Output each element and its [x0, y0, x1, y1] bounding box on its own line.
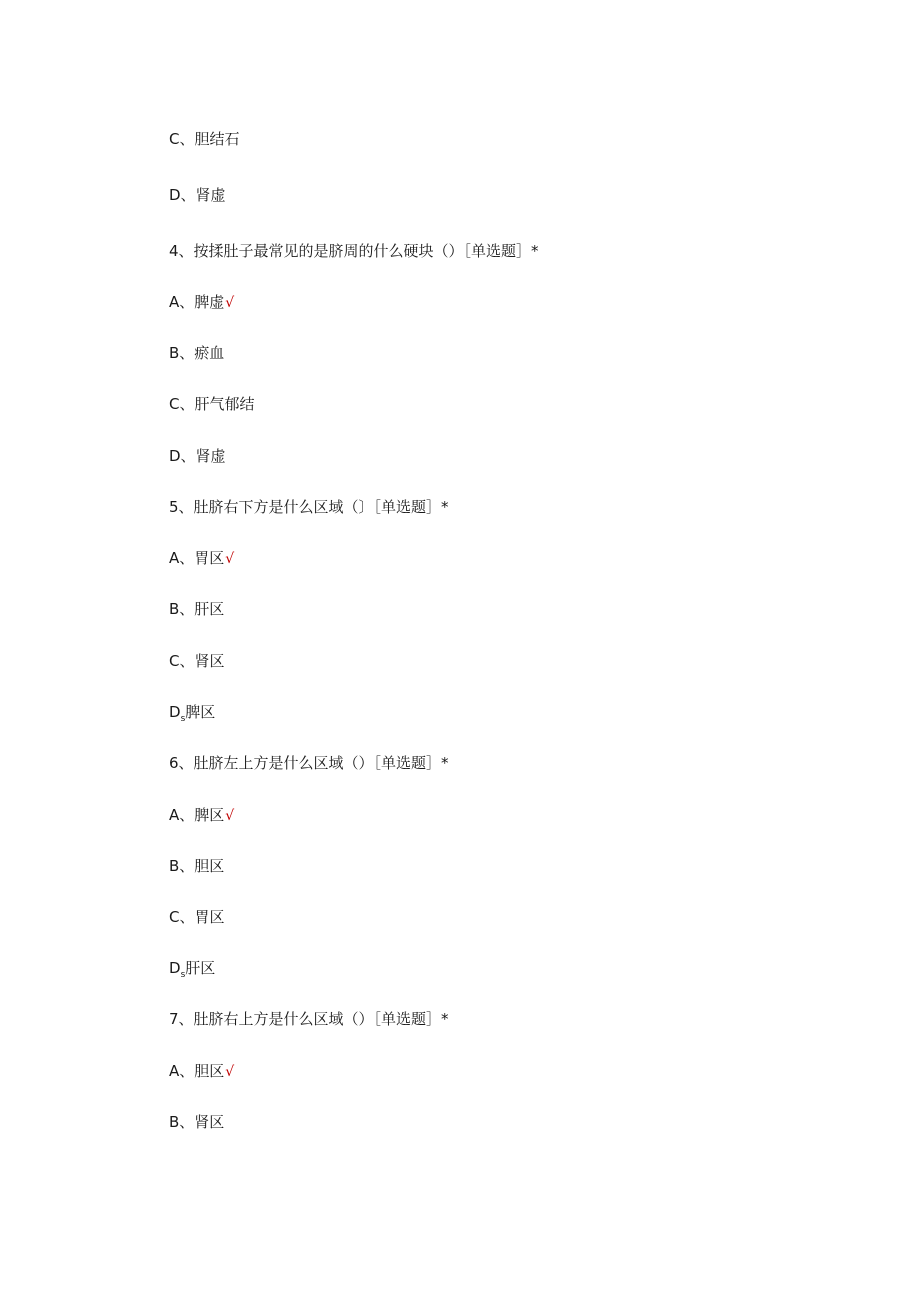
option-text: C、肝气郁结 — [169, 395, 255, 413]
question-text: 4、按揉肚子最常见的是脐周的什么硬块（）［单选题］* — [169, 242, 539, 260]
option-text: 肝区 — [185, 959, 216, 977]
option-c-q3 — [169, 129, 239, 149]
checkmark-icon: √ — [225, 808, 235, 824]
option-text: 脾区 — [185, 703, 216, 721]
option-c-q4 — [169, 394, 254, 414]
option-subscript: s — [180, 970, 186, 980]
option-text: B、肾区 — [169, 1113, 225, 1131]
option-a-q7 — [169, 1061, 234, 1082]
option-text: B、胆区 — [169, 857, 225, 875]
option-b-q5 — [169, 599, 224, 619]
option-b-q4 — [169, 343, 224, 363]
option-text: C、肾区 — [169, 652, 225, 670]
option-text: C、胃区 — [169, 908, 225, 926]
option-d-q6 — [169, 958, 215, 981]
option-a-q5 — [169, 548, 234, 569]
option-letter: D — [169, 703, 181, 721]
question-4 — [169, 241, 539, 261]
checkmark-icon: √ — [225, 295, 235, 311]
question-text: 6、肚脐左上方是什么区域（）［单选题］* — [169, 754, 449, 772]
question-text: 7、肚脐右上方是什么区域（）［单选题］* — [169, 1010, 449, 1028]
option-text: D、肾虚 — [169, 186, 226, 204]
option-text: A、胆区 — [169, 1062, 225, 1080]
option-text: B、肝区 — [169, 600, 225, 618]
option-text: A、脾虚 — [169, 293, 225, 311]
option-a-q4 — [169, 292, 234, 313]
option-b-q7 — [169, 1112, 224, 1132]
option-d-q5 — [169, 702, 215, 725]
question-5 — [169, 497, 449, 517]
option-c-q6 — [169, 907, 224, 927]
question-6 — [169, 753, 449, 773]
option-text: C、胆结石 — [169, 130, 240, 148]
option-d-q4 — [169, 446, 226, 466]
option-text: A、脾区 — [169, 806, 225, 824]
option-text: D、肾虚 — [169, 447, 226, 465]
option-d-q3 — [169, 185, 226, 205]
option-letter: D — [169, 959, 181, 977]
option-text: B、瘀血 — [169, 344, 225, 362]
option-subscript: s — [180, 714, 186, 724]
checkmark-icon: √ — [225, 1064, 235, 1080]
option-b-q6 — [169, 856, 224, 876]
option-c-q5 — [169, 651, 224, 671]
option-a-q6 — [169, 805, 234, 826]
question-text: 5、肚脐右下方是什么区域（〕［单选题］* — [169, 498, 449, 516]
question-7 — [169, 1009, 449, 1029]
checkmark-icon: √ — [225, 551, 235, 567]
option-text: A、胃区 — [169, 549, 225, 567]
